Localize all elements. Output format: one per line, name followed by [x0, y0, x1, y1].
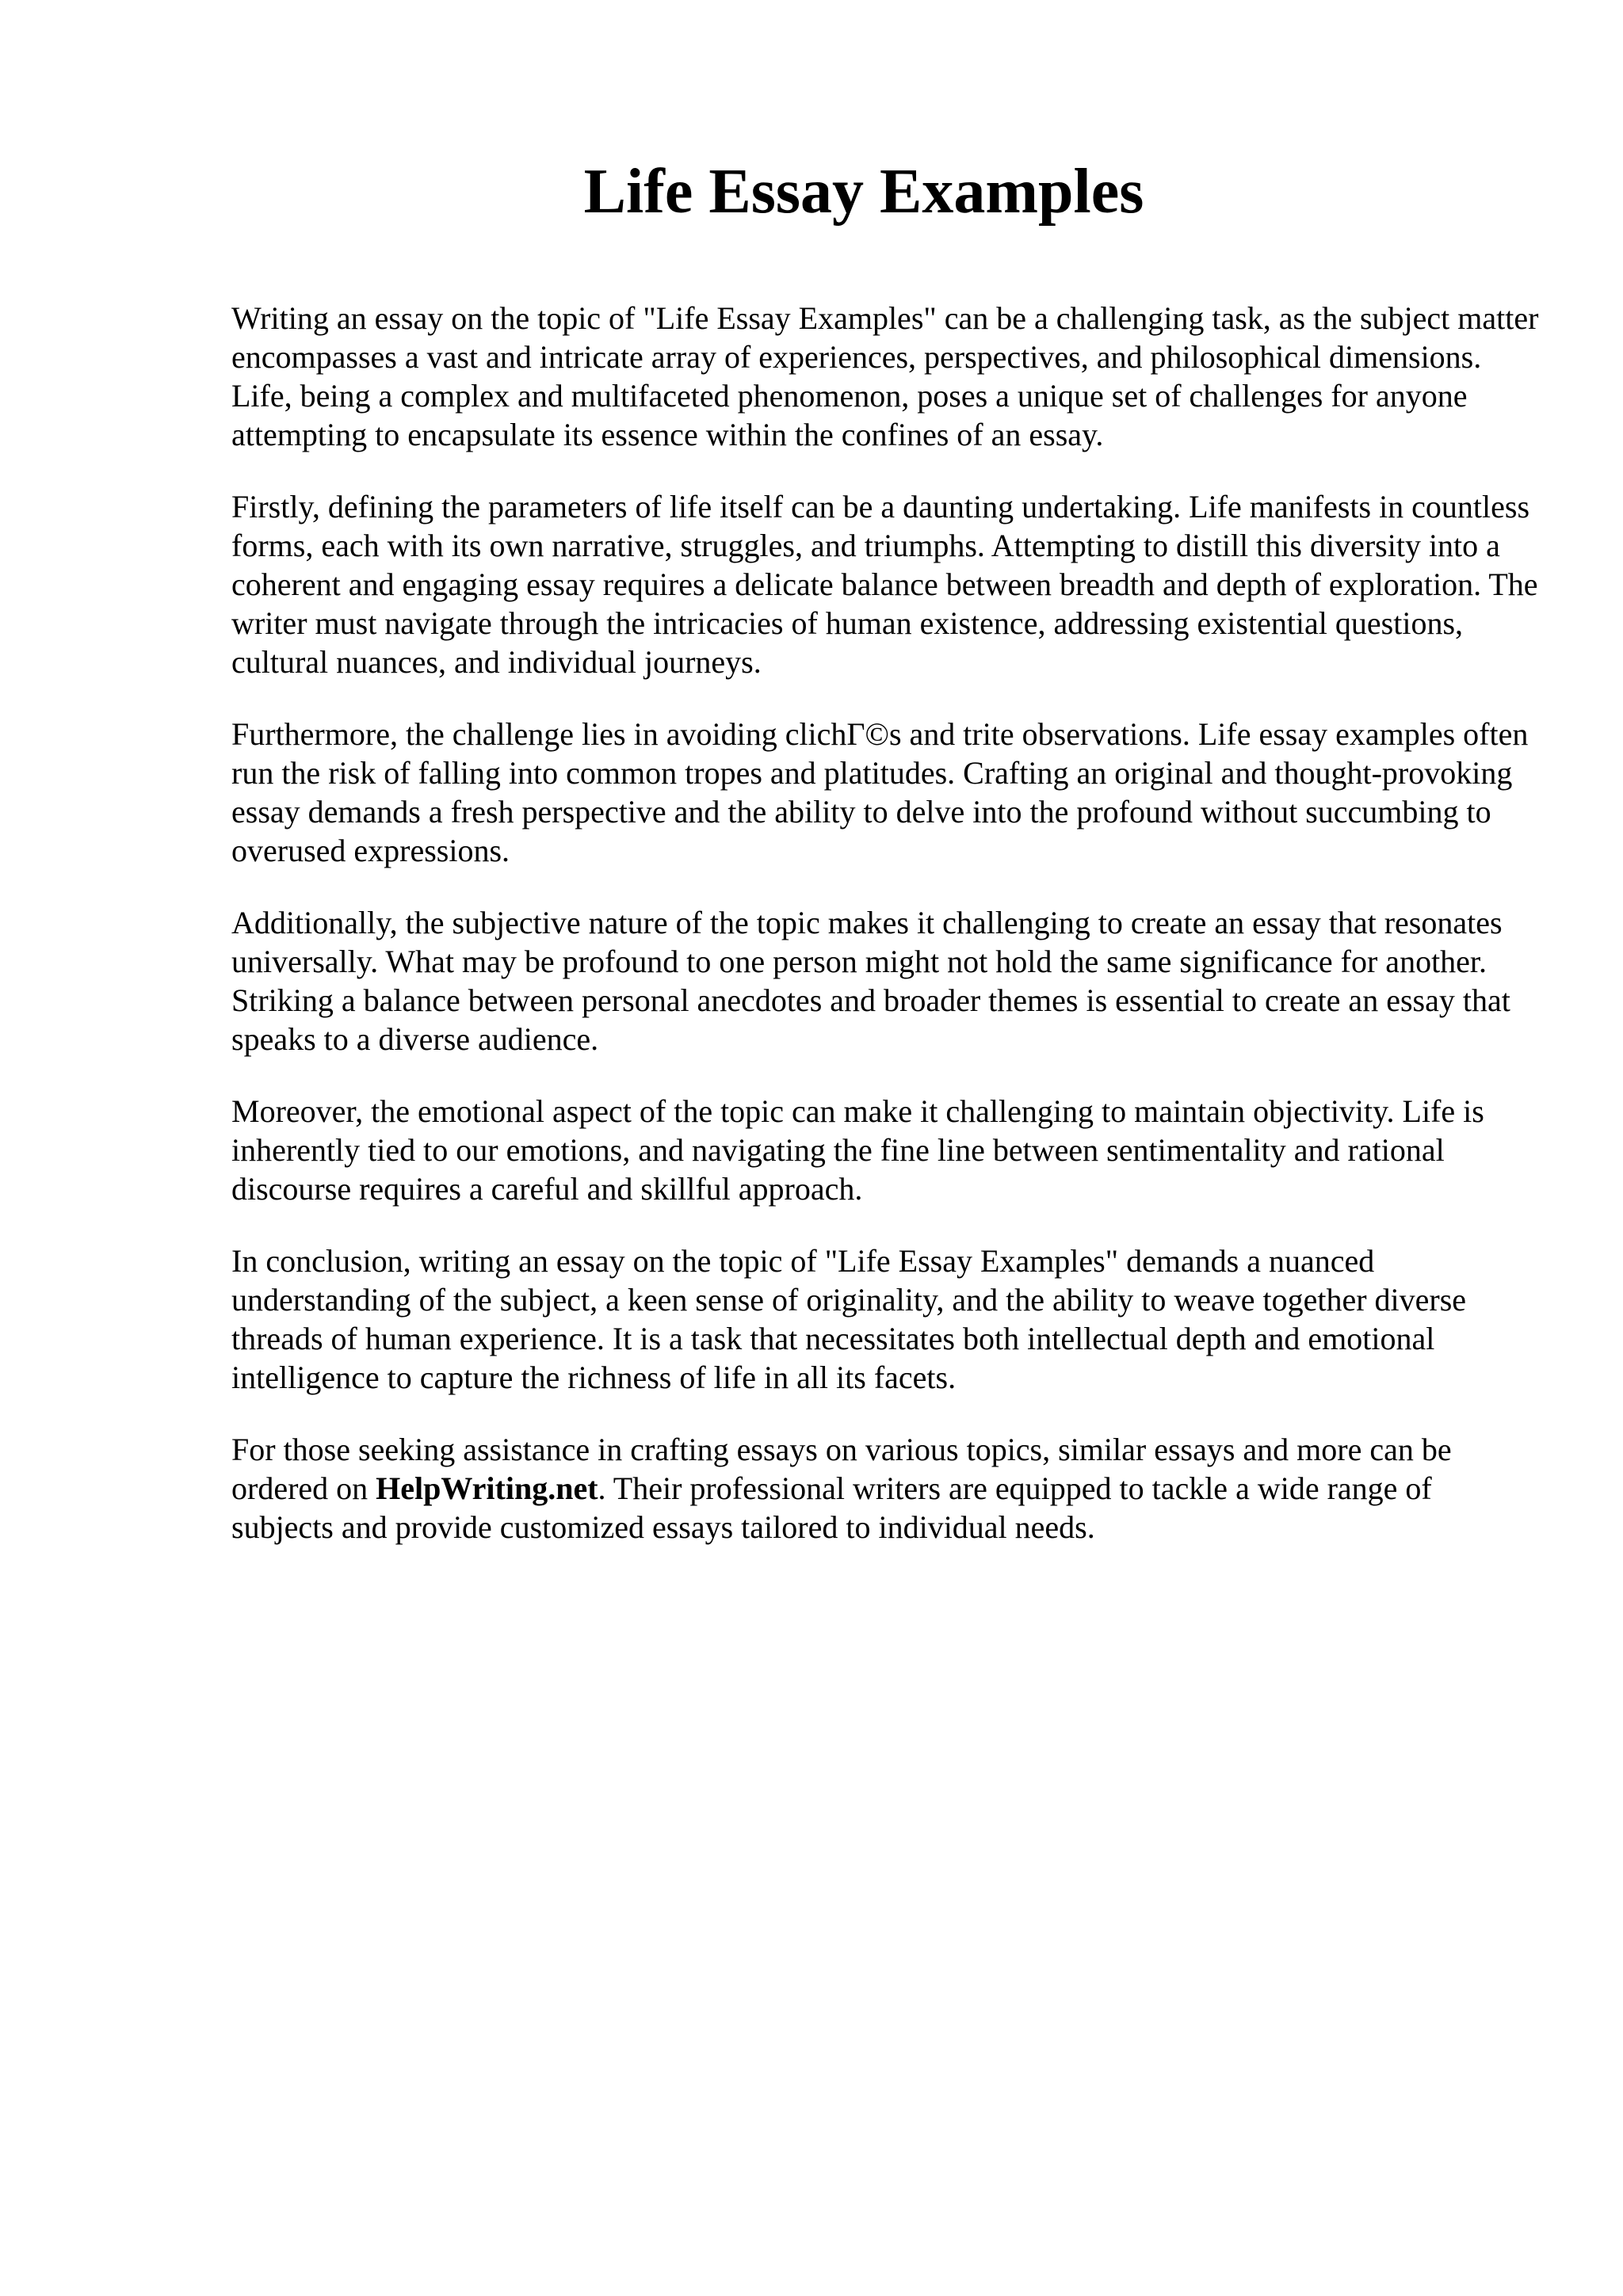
paragraph-firstly: Firstly, defining the parameters of life itself can be a daunting undertaking. Life manifests in countless forms, each with its own narrative, struggles, and triumphs. Attempting to distill this diversity into a coherent and engaging essay requires a delicate balance between breadth and depth of exploration. The writer must navigate through the intricacies of human existence, addressing existential questions, cultural nuances, and individual journeys.	[231, 489, 1538, 680]
paragraph-intro: Writing an essay on the topic of "Life Essay Examples" can be a challenging task, as the subject matter encompasses a vast and intricate array of experiences, perspectives, and philosophical dimensions. Life, being a complex and multifaceted phenomenon, poses a unique set of challenges for anyone attempting to encapsulate its essence within the confines of an essay.	[231, 300, 1539, 452]
paragraph-closing	[231, 1430, 1539, 1547]
paragraph-moreover: Moreover, the emotional aspect of the topic can make it challenging to maintain objectivity. Life is inherently tied to our emotions, and navigating the fine line between sentimentality and rational discourse requires a careful and skillful approach.	[231, 1093, 1484, 1207]
paragraph-conclusion: In conclusion, writing an essay on the topic of "Life Essay Examples" demands a nuanced understanding of the subject, a keen sense of originality, and the ability to weave together diverse threads of human experience. It is a task that necessitates both intellectual depth and emotional intelligence to capture the richness of life in all its facets.	[231, 1243, 1467, 1395]
paragraph-furthermore: Furthermore, the challenge lies in avoiding clichΓ©s and trite observations. Life essay examples often run the risk of falling into common tropes and platitudes. Crafting an original and thought-provoking essay demands a fresh perspective and the ability to delve into the profound without succumbing to overused expressions.	[231, 716, 1529, 868]
closing-text-before: For those seeking assistance in crafting essays on various topics, similar essays and more can be ordered on	[231, 1432, 1452, 1506]
paragraph-additionally: Additionally, the subjective nature of the topic makes it challenging to create an essay that resonates universally. What may be profound to one person might not hold the same significance for another. Striking a balance between personal anecdotes and broader themes is essential to create an essay that speaks to a diverse audience.	[231, 905, 1510, 1057]
page-title: Life Essay Examples	[583, 157, 1144, 227]
closing-text-after: . Their professional writers are equipped to tackle a wide range of subjects and provide customized essays tailored to individual needs.	[231, 1470, 1432, 1545]
brand-link[interactable]: HelpWriting.net	[376, 1470, 598, 1506]
essay-body	[231, 299, 1539, 1580]
